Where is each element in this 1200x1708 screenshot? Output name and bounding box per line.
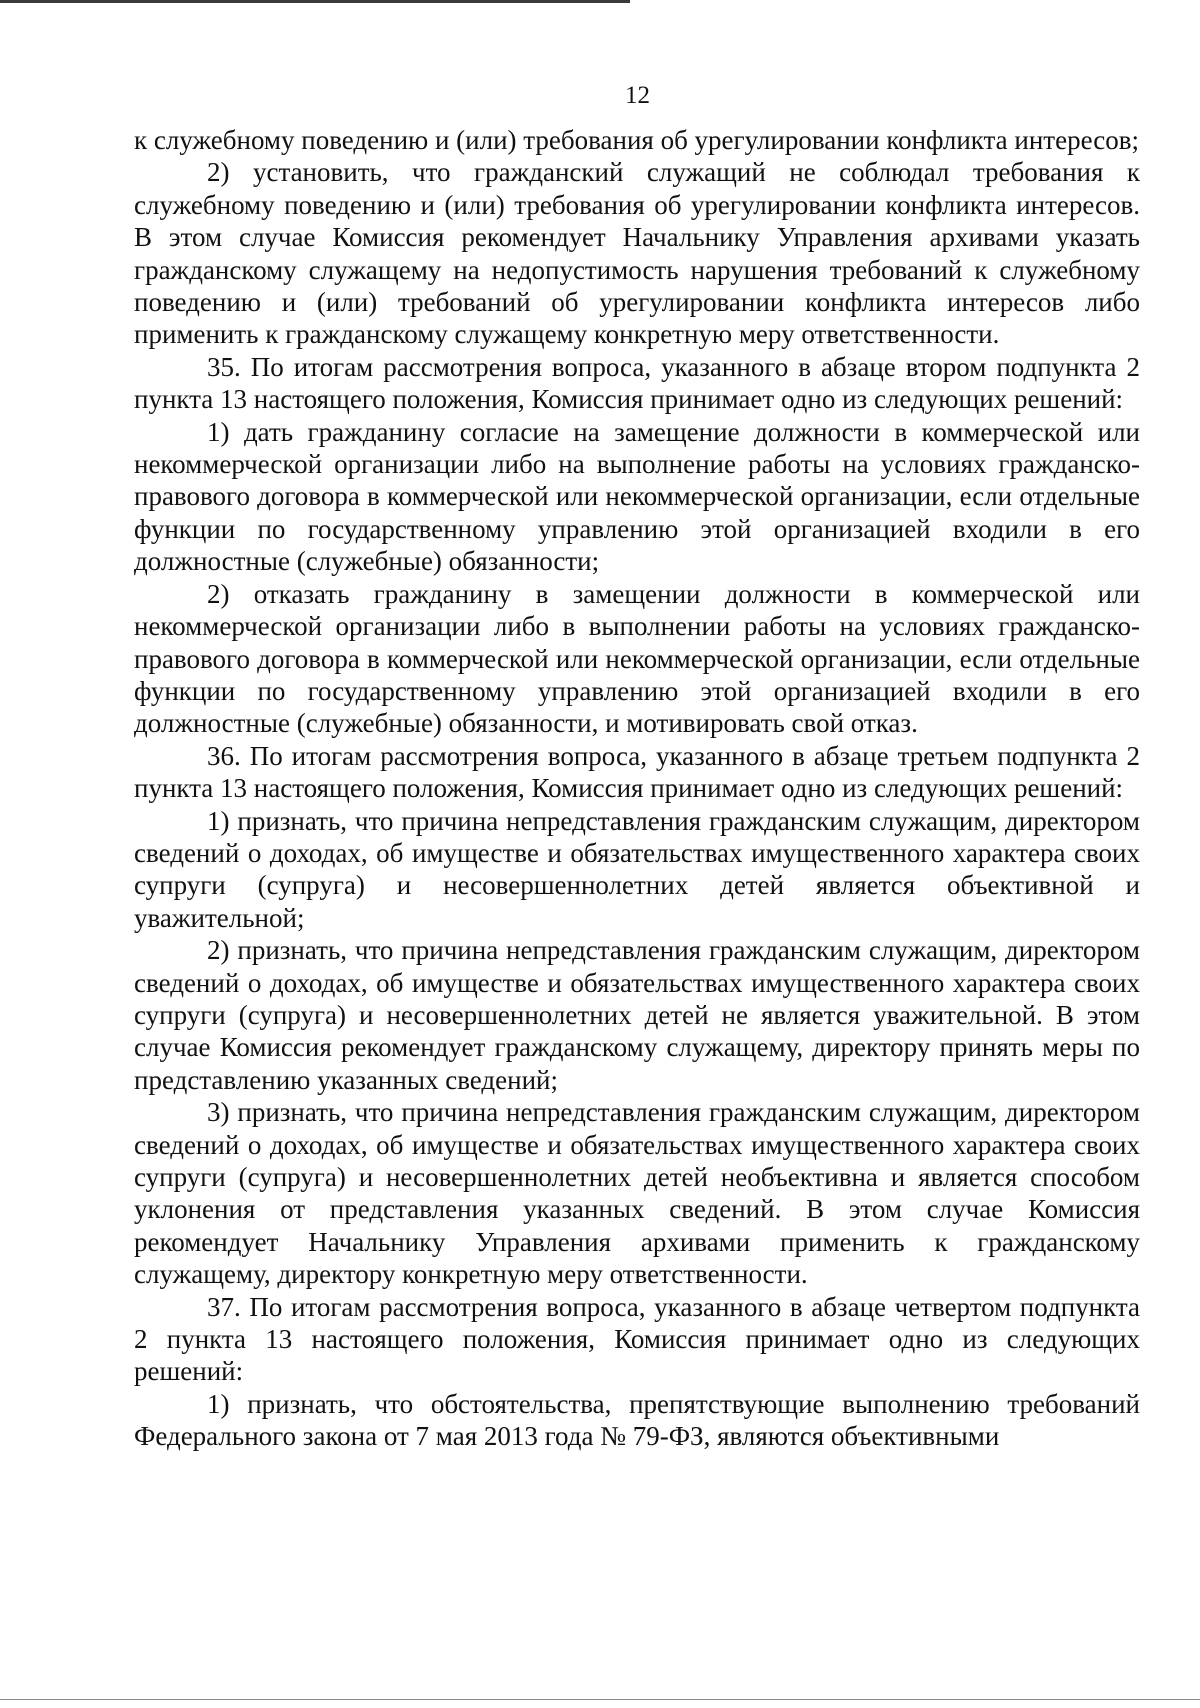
paragraph-item-34-2: 2) установить, что гражданский служащий не соблюдал требования к служебному поведению и (или) требования об урегулировании конфликта интересов. В этом случае Комиссия рекомендует Начальнику Управления архивами указать гражданскому служащему на недопустимость нарушения требований к служебному поведению и (или) требований об урегулировании конфликта интересов либо применить к гражданскому служащему конкретную меру ответственности. <box>134 157 1140 350</box>
paragraph-clause-37: 37. По итогам рассмотрения вопроса, указанного в абзаце четвертом подпункта 2 пункта 13 настоящего положения, Комиссия принимает одно из следующих решений: <box>134 1291 1140 1387</box>
paragraph-item-36-1: 1) признать, что причина непредставления гражданским служащим, директором сведений о доходах, об имуществе и обязательствах имущественного характера своих супруги (супруга) и несовершеннолетних детей является объективной и уважительной; <box>134 805 1140 933</box>
document-body <box>134 124 1140 1453</box>
scan-edge-top <box>0 0 630 3</box>
paragraph-clause-35: 35. По итогам рассмотрения вопроса, указанного в абзаце втором подпункта 2 пункта 13 настоящего положения, Комиссия принимает одно из следующих решений: <box>134 351 1140 415</box>
page-number: 12 <box>625 82 650 109</box>
paragraph-item-36-2: 2) признать, что причина непредставления гражданским служащим, директором сведений о доходах, об имуществе и обязательствах имущественного характера своих супруги (супруга) и несовершеннолетних детей не является уважительной. В этом случае Комиссия рекомендует гражданскому служащему, директору принять меры по представлению указанных сведений; <box>134 935 1140 1095</box>
paragraph-clause-36: 36. По итогам рассмотрения вопроса, указанного в абзаце третьем подпункта 2 пункта 13 настоящего положения, Комиссия принимает одно из следующих решений: <box>134 740 1140 804</box>
paragraph-item-37-1: 1) признать, что обстоятельства, препятствующие выполнению требований Федерального закона от 7 мая 2013 года № 79-ФЗ, являются объективными <box>134 1388 1140 1452</box>
scan-edge-bottom <box>0 1699 1200 1700</box>
paragraph-continuation: к служебному поведению и (или) требования об урегулировании конфликта интересов; <box>134 125 1139 155</box>
paragraph-item-35-2: 2) отказать гражданину в замещении должности в коммерческой или некоммерческой организации либо в выполнении работы на условиях гражданско-правового договора в коммерческой или некоммерческой организации, если отдельные функции по государственному управлению этой организацией входили в его должностные (служебные) обязанности, и мотивировать свой отказ. <box>134 578 1140 739</box>
paragraph-item-36-3: 3) признать, что причина непредставления гражданским служащим, директором сведений о доходах, об имуществе и обязательствах имущественного характера своих супруги (супруга) и несовершеннолетних детей необъективна и является способом уклонения от представления указанных сведений. В этом случае Комиссия рекомендует Начальнику Управления архивами применить к гражданскому служащему, директору конкретную меру ответственности. <box>134 1097 1140 1290</box>
paragraph-item-35-1: 1) дать гражданину согласие на замещение должности в коммерческой или некоммерческой организации либо на выполнение работы на условиях гражданско-правового договора в коммерческой или некоммерческой организации, если отдельные функции по государственному управлению этой организацией входили в его должностные (служебные) обязанности; <box>134 416 1140 577</box>
